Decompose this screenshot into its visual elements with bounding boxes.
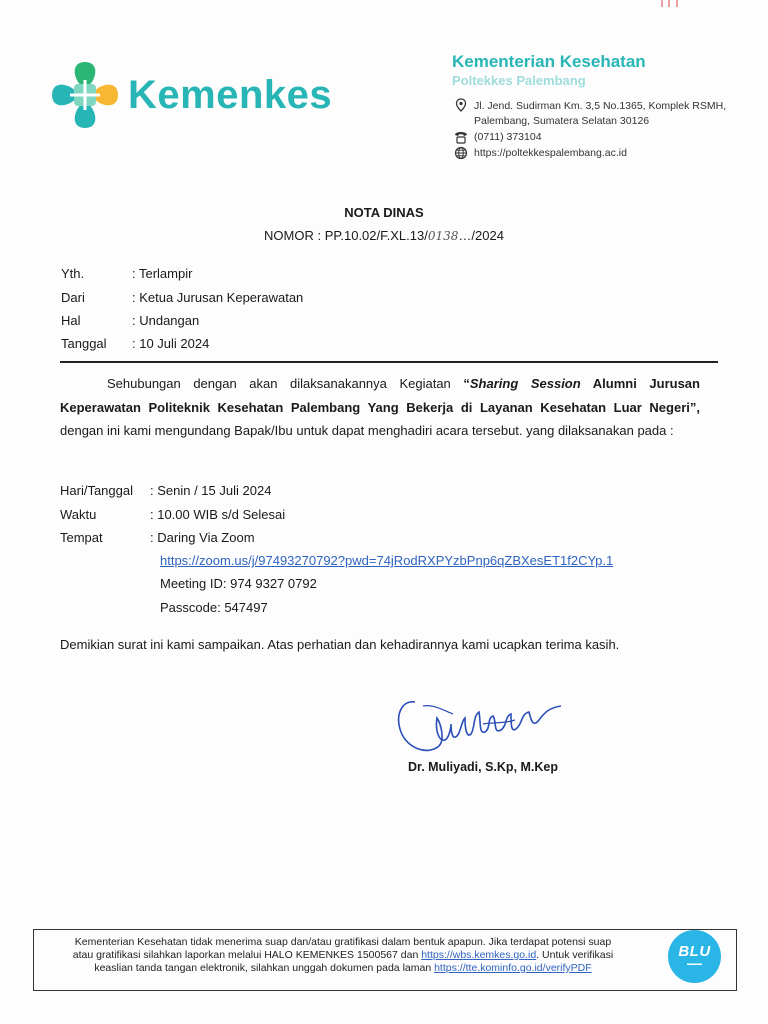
letter-number: NOMOR : PP.10.02/F.XL.13/0138…/2024 bbox=[264, 228, 504, 243]
meta-row-yth: Yth. : Terlampir bbox=[61, 266, 193, 281]
wbs-link[interactable]: https://wbs.kemkes.go.id bbox=[421, 949, 537, 961]
address-line-1: Jl. Jend. Sudirman Km. 3,5 No.1365, Komplek RSMH, bbox=[474, 100, 727, 112]
zoom-link[interactable]: https://zoom.us/j/97493270792?pwd=74jRodRXPYzbPnp6qZBXesET1f2CYp.1 bbox=[160, 553, 614, 568]
phone-number: (0711) 373104 bbox=[474, 131, 542, 143]
handwritten-number: 0138 bbox=[427, 229, 459, 243]
event-row-passcode: Passcode: 547497 bbox=[160, 600, 268, 615]
meta-row-hal: Hal : Undangan bbox=[61, 313, 200, 328]
closing-text: Demikian surat ini kami sampaikan. Atas perhatian dan kehadirannya kami ucapkan terima kasih. bbox=[60, 637, 620, 652]
event-row-time: Waktu : 10.00 WIB s/d Selesai bbox=[60, 507, 286, 522]
event-row-meeting-id: Meeting ID: 974 9327 0792 bbox=[160, 576, 317, 591]
event-row-place: Tempat : Daring Via Zoom bbox=[60, 530, 255, 545]
phone-icon bbox=[454, 130, 468, 144]
meta-row-tanggal: Tanggal : 10 Juli 2024 bbox=[61, 336, 210, 351]
kemenkes-logo-icon bbox=[48, 58, 122, 132]
signature bbox=[393, 694, 568, 759]
letter-title: NOTA DINAS bbox=[344, 205, 424, 220]
institution-name: Poltekkes Palembang bbox=[452, 73, 586, 88]
globe-icon bbox=[454, 146, 468, 160]
blu-badge: BLU ▬▬▬ bbox=[668, 930, 721, 983]
verify-pdf-link[interactable]: https://tte.kominfo.go.id/verifyPDF bbox=[434, 962, 592, 974]
scan-mark bbox=[660, 0, 682, 8]
divider-line bbox=[60, 361, 718, 363]
location-icon bbox=[454, 98, 468, 112]
meta-row-dari: Dari : Ketua Jurusan Keperawatan bbox=[61, 290, 304, 305]
brand-name: Kemenkes bbox=[128, 73, 333, 117]
signer-name: Dr. Muliyadi, S.Kp, M.Kep bbox=[408, 760, 559, 774]
footer-disclaimer: Kementerian Kesehatan tidak menerima suap dan/atau gratifikasi dalam bentuk apapun. Jika terdapat potensi suap atau gratifikasi silahkan laporkan melalui HALO KEMENKES 1500567 dan https://wbs.kemkes.go.id. Untuk verifikasi keaslian tanda tangan elektronik, silahkan unggah dokumen pada laman https://tte.kominfo.go.id/verifyPDF bbox=[72, 936, 614, 974]
body-paragraph: Sehubungan dengan akan dilaksanakannya Kegiatan “Sharing Session Alumni Jurusan Keperawatan Politeknik Kesehatan Palembang Yang Bekerja di Layanan Kesehatan Luar Negeri”, dengan ini kami mengundang Bapak/Ibu untuk dapat menghadiri acara tersebut. yang dilaksanakan pada : bbox=[60, 376, 700, 438]
event-row-link bbox=[0, 553, 768, 571]
event-row-date: Hari/Tanggal : Senin / 15 Juli 2024 bbox=[60, 483, 272, 498]
address-line-2: Palembang, Sumatera Selatan 30126 bbox=[474, 115, 650, 127]
blu-badge-sub: ▬▬▬ bbox=[687, 961, 702, 967]
agency-name: Kementerian Kesehatan bbox=[452, 52, 646, 71]
website-link[interactable]: https://poltekkespalembang.ac.id bbox=[474, 147, 627, 159]
